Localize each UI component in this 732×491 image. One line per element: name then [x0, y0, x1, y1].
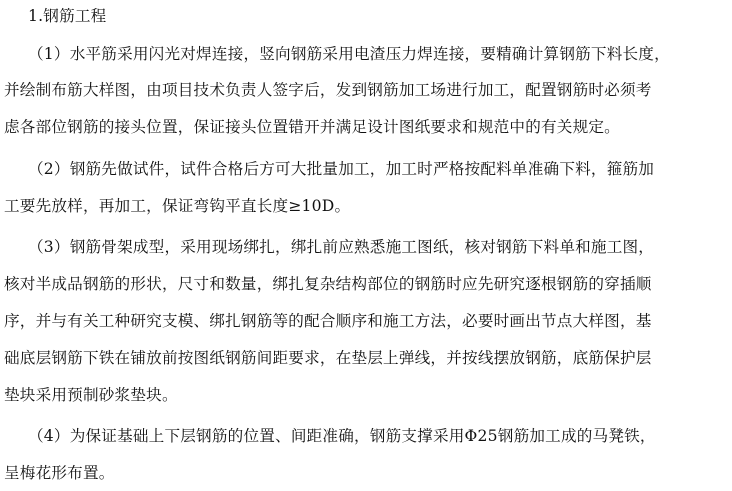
- paragraph-line: 核对半成品钢筋的形状，尺寸和数量，绑扎复杂结构部位的钢筋时应先研究逐根钢筋的穿插顺: [4, 275, 652, 293]
- paragraph-line: 工要先放样，再加工，保证弯钩平直长度≥10D。: [4, 197, 351, 215]
- paragraph-line: 序，并与有关工种研究支模、绑扎钢筋等的配合顺序和施工方法，必要时画出节点大样图，基: [4, 312, 652, 330]
- paragraph-line: （3）钢筋骨架成型，采用现场绑扎，绑扎前应熟悉施工图纸，核对钢筋下料单和施工图，: [28, 238, 655, 256]
- paragraph-line: （1）水平筋采用闪光对焊连接，竖向钢筋采用电渣压力焊连接，要精确计算钢筋下料长度，: [28, 45, 670, 63]
- paragraph-line: （2）钢筋先做试件，试件合格后方可大批量加工，加工时严格按配料单准确下料，箍筋加: [28, 160, 655, 178]
- paragraph-line: 虑各部位钢筋的接头位置，保证接头位置错开并满足设计图纸要求和规范中的有关规定。: [4, 118, 620, 136]
- paragraph-line: 垫块采用预制砂浆垫块。: [4, 386, 178, 404]
- paragraph-line: （4）为保证基础上下层钢筋的位置、间距准确，钢筋支撑采用Φ25钢筋加工成的马凳铁，: [28, 427, 656, 445]
- section-heading: 1.钢筋工程: [28, 7, 107, 25]
- paragraph-line: 础底层钢筋下铁在铺放前按图纸钢筋间距要求，在垫层上弹线，并按线摆放钢筋，底筋保护层: [4, 349, 652, 367]
- paragraph-line: 呈梅花形布置。: [4, 464, 115, 482]
- paragraph-line: 并绘制布筋大样图，由项目技术负责人签字后，发到钢筋加工场进行加工，配置钢筋时必须考: [4, 81, 652, 99]
